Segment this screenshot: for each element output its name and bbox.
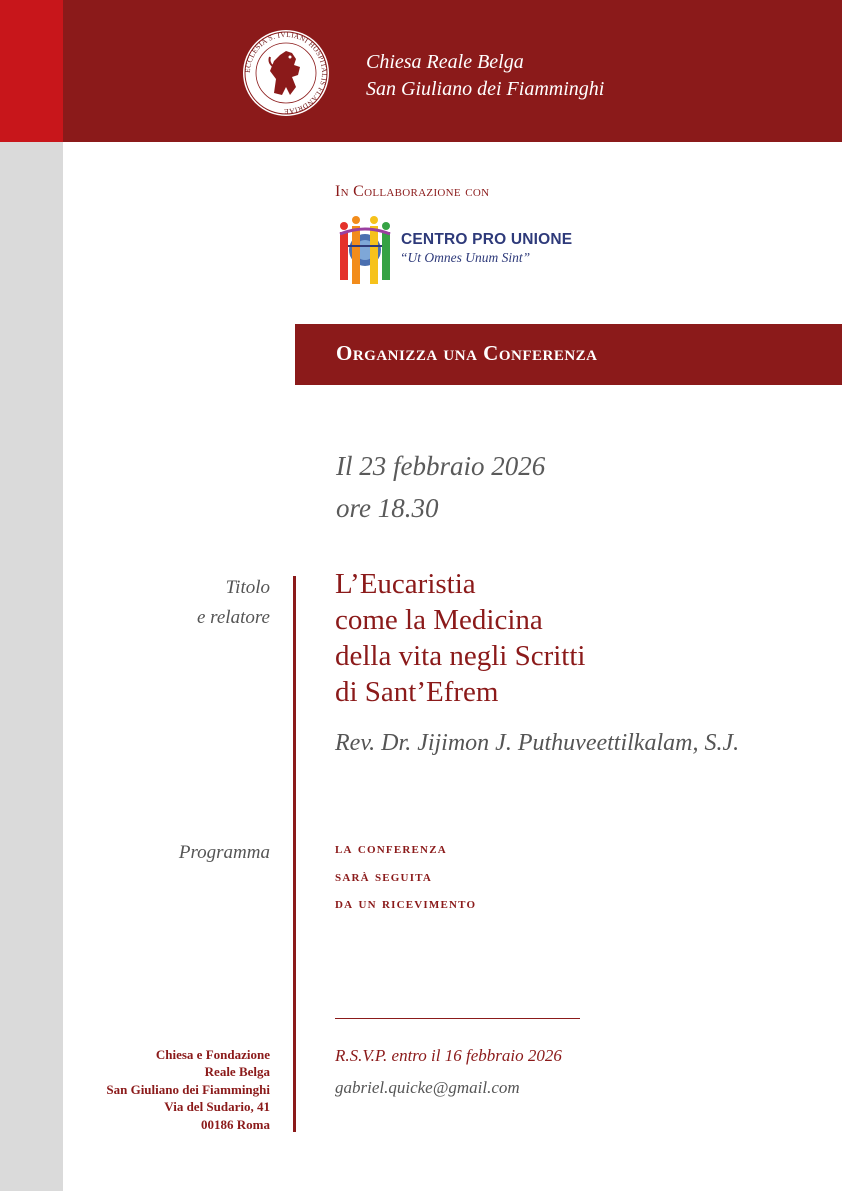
church-name — [366, 49, 604, 103]
church-name-line2: San Giuliano dei Fiamminghi — [366, 78, 605, 100]
conference-title — [335, 566, 585, 710]
program-line: la conferenza — [335, 840, 447, 857]
address-line: 00186 Roma — [201, 1116, 270, 1132]
event-datetime — [336, 445, 545, 529]
conference-banner — [295, 324, 842, 385]
address-line: Reale Belga — [204, 1064, 270, 1080]
address-block — [106, 1046, 270, 1133]
program-line: da un ricevimento — [335, 895, 477, 912]
vertical-divider — [293, 576, 296, 1132]
address-line: Chiesa e Fondazione — [155, 1047, 270, 1062]
title-line: di Sant’Efrem — [335, 676, 499, 708]
event-time: ore 18.30 — [336, 493, 439, 523]
program-label: Programma — [178, 842, 270, 863]
title-speaker-label — [197, 573, 270, 633]
org-name: CENTRO PRO UNIONE — [401, 231, 573, 248]
banner-text: Organizza una Conferenza — [336, 341, 598, 365]
title-line: della vita negli Scritti — [335, 640, 586, 672]
collaboration-label: In Collaborazione con — [335, 183, 490, 200]
program-line: sarà seguita — [335, 867, 433, 885]
church-seal-logo — [234, 29, 338, 117]
title-label-line1: Titolo — [225, 577, 270, 598]
program-text — [335, 835, 476, 918]
speaker-name: Rev. Dr. Jijimon J. Puthuveettilkalam, S.J. — [335, 730, 740, 756]
event-date: Il 23 febbraio 2026 — [336, 451, 546, 481]
title-line: L’Eucaristia — [335, 568, 476, 600]
title-label-line2: e relatore — [197, 607, 270, 628]
left-red-strip — [0, 0, 63, 142]
centro-pro-unione-logo — [336, 212, 394, 286]
org-motto: “Ut Omnes Unum Sint” — [400, 250, 531, 265]
rsvp-divider — [335, 1018, 580, 1019]
rsvp-email[interactable]: gabriel.quicke@gmail.com — [335, 1078, 520, 1097]
address-line: Via del Sudario, 41 — [164, 1099, 270, 1115]
left-grey-strip — [0, 142, 63, 1191]
rsvp-deadline: R.S.V.P. entro il 16 febbraio 2026 — [335, 1046, 562, 1065]
address-line: San Giuliano dei Fiamminghi — [106, 1081, 270, 1097]
title-line: come la Medicina — [335, 604, 543, 636]
church-name-line1: Chiesa Reale Belga — [366, 51, 524, 73]
svg-text:ECCLESIA S. IVLIANI HOSPITALIS: ECCLESIA S. IVLIANI HOSPITALIS FLANDRIAE — [243, 30, 329, 116]
